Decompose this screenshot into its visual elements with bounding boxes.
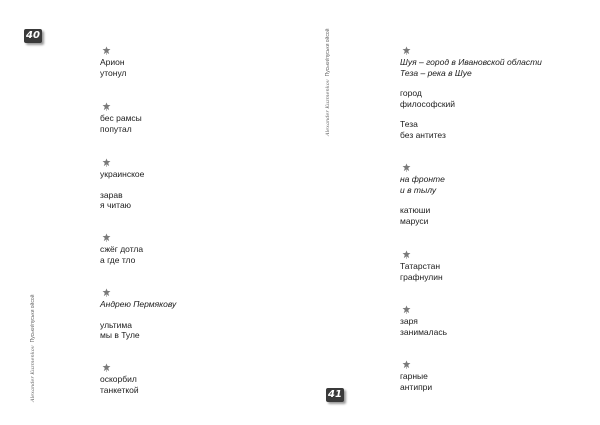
poem bbox=[100, 102, 142, 134]
stanza bbox=[400, 261, 443, 282]
poem-line: заря bbox=[400, 316, 418, 326]
page-number-left: 40 bbox=[24, 29, 42, 43]
poem-epigraph: на фронте bbox=[400, 174, 445, 184]
leaf-ornament-icon bbox=[402, 305, 411, 314]
poem bbox=[400, 360, 432, 392]
poem-line: оскорбил bbox=[100, 374, 137, 384]
leaf-ornament-icon bbox=[102, 158, 111, 167]
poem-line: мы в Туле bbox=[100, 330, 140, 340]
stanza bbox=[400, 205, 445, 226]
leaf-ornament-icon bbox=[102, 233, 111, 242]
stanza bbox=[100, 244, 143, 265]
poem bbox=[400, 163, 445, 226]
poem-line: антипри bbox=[400, 381, 433, 392]
leaf-ornament-icon bbox=[402, 360, 411, 369]
leaf-ornament-icon bbox=[402, 250, 411, 259]
stanza bbox=[400, 119, 542, 140]
stanza bbox=[400, 316, 447, 337]
leaf-ornament-icon bbox=[102, 363, 111, 372]
stanza bbox=[100, 57, 127, 78]
stanza bbox=[100, 113, 142, 134]
poem-line: зарав bbox=[100, 189, 123, 200]
spine-author: Alexander Kuzmenkov bbox=[30, 345, 36, 402]
poem-line: украинское bbox=[100, 169, 145, 179]
poem-line: ультима bbox=[100, 319, 132, 330]
stanza bbox=[100, 299, 176, 310]
poem-epigraph: Теза – река в Шуе bbox=[400, 67, 472, 78]
spine-author: Alexander Kuzmenkov bbox=[325, 79, 331, 136]
poem bbox=[100, 158, 144, 211]
poem bbox=[100, 46, 127, 78]
poem bbox=[100, 233, 143, 265]
poem-line: без антитез bbox=[400, 129, 446, 140]
poem-line: город bbox=[400, 88, 422, 98]
poem-line: маруси bbox=[400, 215, 429, 226]
stanza bbox=[400, 371, 432, 392]
stanza bbox=[100, 169, 144, 180]
poem-line: утонул bbox=[100, 67, 127, 78]
stanza bbox=[400, 88, 542, 109]
page-number-right: 41 bbox=[326, 388, 344, 402]
poem-line: сжёг дотла bbox=[100, 244, 144, 254]
poem-line: занималась bbox=[400, 326, 448, 337]
poem-line: Татарстан bbox=[400, 261, 441, 271]
stanza bbox=[100, 190, 144, 211]
poem-line: бес рамсы bbox=[100, 113, 142, 123]
poem-line: попутал bbox=[100, 123, 132, 134]
spine-title: Пуськи/пуськи ойсой bbox=[325, 28, 331, 77]
poem-line: гарные bbox=[400, 371, 428, 381]
poem-line: философский bbox=[400, 98, 456, 109]
leaf-ornament-icon bbox=[102, 102, 111, 111]
spine-header-left bbox=[30, 295, 36, 402]
stanza bbox=[100, 374, 139, 395]
poem bbox=[100, 363, 139, 395]
poem bbox=[400, 305, 447, 337]
poem-line: я читаю bbox=[100, 200, 132, 210]
leaf-ornament-icon bbox=[102, 288, 111, 297]
leaf-ornament-icon bbox=[102, 46, 111, 55]
right-page bbox=[300, 0, 600, 425]
poem-line: Теза bbox=[400, 119, 418, 129]
spine-header-right bbox=[325, 29, 331, 136]
poem bbox=[400, 46, 542, 140]
stanza bbox=[400, 57, 542, 78]
poem-dedication: Андрею Пермякову bbox=[100, 299, 177, 309]
stanza bbox=[400, 174, 445, 195]
poem-epigraph: Шуя – город в Ивановской области bbox=[400, 57, 542, 67]
poem bbox=[400, 250, 443, 282]
poem-line: Арион bbox=[100, 57, 125, 67]
spine-title: Пуськи/пуськи ойсой bbox=[30, 294, 36, 343]
poem-line: катюши bbox=[400, 205, 431, 215]
stanza bbox=[100, 320, 176, 341]
leaf-ornament-icon bbox=[402, 46, 411, 55]
poem-line: а где тло bbox=[100, 254, 136, 265]
poem-epigraph: и в тылу bbox=[400, 184, 437, 195]
poem bbox=[100, 288, 176, 341]
leaf-ornament-icon bbox=[402, 163, 411, 172]
poem-line: танкеткой bbox=[100, 384, 139, 395]
poem-line: графнулин bbox=[400, 271, 443, 282]
